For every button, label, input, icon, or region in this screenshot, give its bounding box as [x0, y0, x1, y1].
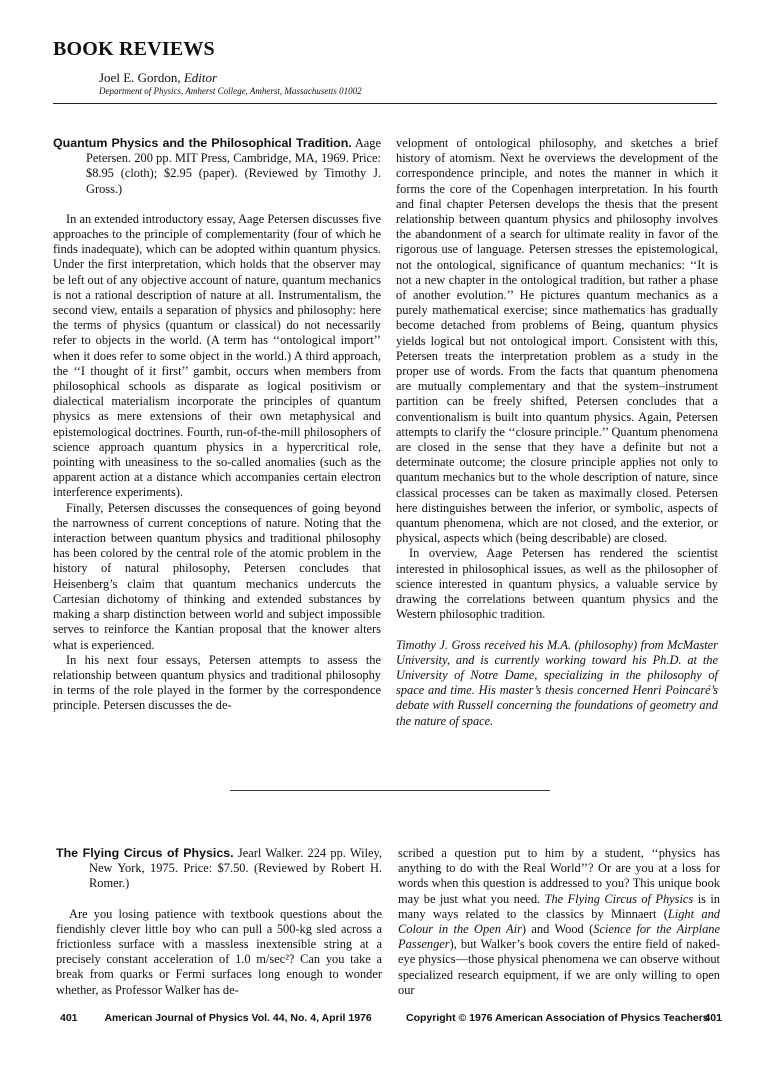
text-span: is in many ways related to the classics by Minnaert (: [398, 891, 721, 921]
review1-heading: [53, 136, 381, 197]
footer-left: [60, 1012, 372, 1024]
editor-role: Editor: [183, 70, 218, 85]
review1-column-left: [53, 136, 381, 714]
review2-paragraph: Are you losing patience with textbook questions about the fiendishly clever little boy who can pull a 500-kg sled across a frictionless surface with a massless inextensible string at a precisely constant acceleration of 1.0 m/sec²? Can you take a break from quarks or Fermi surfaces long enough to wonder whether, as Professor Walker has de-: [56, 906, 382, 997]
section-title: BOOK REVIEWS: [53, 38, 215, 60]
text-span: ), but Walker’s book covers the entire field of naked-eye physics—those physical phenomena we can observe without specialized research equipment, if we are only willing to open our: [398, 937, 720, 997]
review1-paragraph: In his next four essays, Petersen attempts to assess the relationship between quantum physics and traditional philosophy in terms of the role played in the former by the correspondence principle. Petersen discusses the de-: [53, 652, 381, 713]
book-title: Light and Colour in the Open Air: [398, 906, 720, 937]
review2-heading: [56, 846, 382, 892]
review2-title: The Flying Circus of Physics.: [56, 846, 234, 860]
journal-citation: American Journal of Physics Vol. 44, No. 4, April 1976: [104, 1012, 372, 1024]
text-span: scribed a question put to him by a student, ‘‘physics has anything to do with the Real World’’? Or are you at a loss for words when this question is addressed to you? This unique book may be just what you need.: [398, 846, 720, 906]
review1-paragraph: In overview, Aage Petersen has rendered the scientist interested in philosophical issues, as well as the philosopher of science interested in quantum physics, a valuable service by drawing the correlations between quantum physics and the Western philosophic tradition.: [396, 546, 718, 622]
header-rule: [53, 103, 717, 104]
review1-column-right: [396, 136, 718, 729]
review1-paragraph: In an extended introductory essay, Aage Petersen discusses five approaches to the principle of complementarity (four of which he finds inadequate), which can be adopted within quantum physics. Under the first interpretation, which holds that the observer may be left out of any objective account of nature, quantum mechanics is not a rational description of nature at all. Instrumentalism, the second view, entails a separation of physics and philosophy: here the terms of physics (quantum or classical) do not necessarily refer to objects in the world. (A term has ‘‘ontological import’’ when it does refer to some object in the world.) A third approach, the ‘‘I thought of it first’’ gambit, occurs when members from philosophical schools as disparate as logical positivism or dialectical materialism incorporate the principles of quantum physics as mere extensions of their own metaphysical and epistemological doctrines. Fourth, run-of-the-mill philosophers of science approach quantum physics in a hypercritical role, pointing with uneasiness to the so-called anomalies (such as the apparent action at a distance which accompanies certain electron interference experiments).: [53, 211, 381, 500]
review2-column-left: [56, 846, 382, 998]
review1-title: Quantum Physics and the Philosophical Tradition.: [53, 136, 352, 150]
review2-paragraph: [398, 846, 720, 998]
footer-right: [406, 1012, 722, 1024]
book-title: The Flying Circus of Physics: [544, 891, 694, 906]
section-divider: [230, 790, 550, 791]
page-number: 401: [704, 1012, 722, 1024]
editor-name: Joel E. Gordon,: [99, 70, 181, 85]
review2-citation: Jearl Walker. 224 pp. Wiley, New York, 1975. Price: $7.50. (Reviewed by Robert H. Romer.): [89, 846, 383, 891]
page-number: 401: [60, 1012, 78, 1024]
reviewer-bio: Timothy J. Gross received his M.A. (philosophy) from McMaster University, and is currently working toward his Ph.D. at the University of Notre Dame, specializing in the philosophy of space and time. His master’s thesis concerned Henri Poincaré’s debate with Russell concerning the foundations of geometry and the nature of space.: [396, 637, 718, 728]
text-span: ) and Wood (: [521, 922, 594, 937]
copyright-notice: Copyright © 1976 American Association of Physics Teachers: [406, 1012, 709, 1024]
review2-column-right: [398, 846, 720, 998]
editor-department: Department of Physics, Amherst College, Amherst, Massachusetts 01002: [99, 86, 362, 96]
book-title: Science for the Airplane Passenger: [398, 922, 720, 952]
review1-citation: Aage Petersen. 200 pp. MIT Press, Cambridge, MA, 1969. Price: $8.95 (cloth); $2.95 (paper). (Reviewed by Timothy J. Gross.): [86, 136, 381, 196]
review1-paragraph: velopment of ontological philosophy, and sketches a brief history of atomism. Next he overviews the development of the correspondence principle, and notes the manner in which it forms the core of the Copenhagen interpretation. In his fourth and final chapter Petersen develops the thesis that the present relationship between quantum physics and philosophy involves the abandonment of a search for ultimate reality in favor of the rigorous use of language. Petersen stresses the epistemological, not the ontological, significance of quantum mechanics: ‘‘It is not a new chapter in the ontological tradition, but rather a phase of another evolution.’’ He pictures quantum mechanics as a purely mathematical exercise; since mathematics has gradually become detached from problems of Being, quantum physics yields logical but not ontological import. Consistent with this, Petersen treats the interpretation problem as a study in the proper use of words. From the facts that quantum phenomena are mutually complementary and that the system–instrument partition can be freely shifted, Petersen concludes that a conventionalism is built into quantum physics. Again, Petersen attempts to clarify the ‘‘closure principle.’’ Quantum phenomena are closed in the sense that they have a definite but not a determinate outcome; the closure principle applies not only to quantum mechanics but to the whole description of nature, since classical processes can be taken as maximally closed. Petersen here distinguishes between the inferior, or symbolic, aspects of quantum phenomena, which are not closed, and the exterior, or physical, aspects which (being describable) are closed.: [396, 136, 718, 546]
review1-paragraph: Finally, Petersen discusses the consequences of going beyond the narrowness of current conceptions of nature. Noting that the interaction between quantum physics and traditional philosophy has been colored by the central role of the atomic problem in the history of natural philosophy, Petersen concludes that Heisenberg’s claim that quantum mechanics undercuts the Cartesian dichotomy of thinking and extended substances by making a sharp distinction between world and subject impossible serves to reinforce the Kantian proposal that the knower alters what is experienced.: [53, 500, 381, 652]
editor-line: [99, 70, 217, 86]
